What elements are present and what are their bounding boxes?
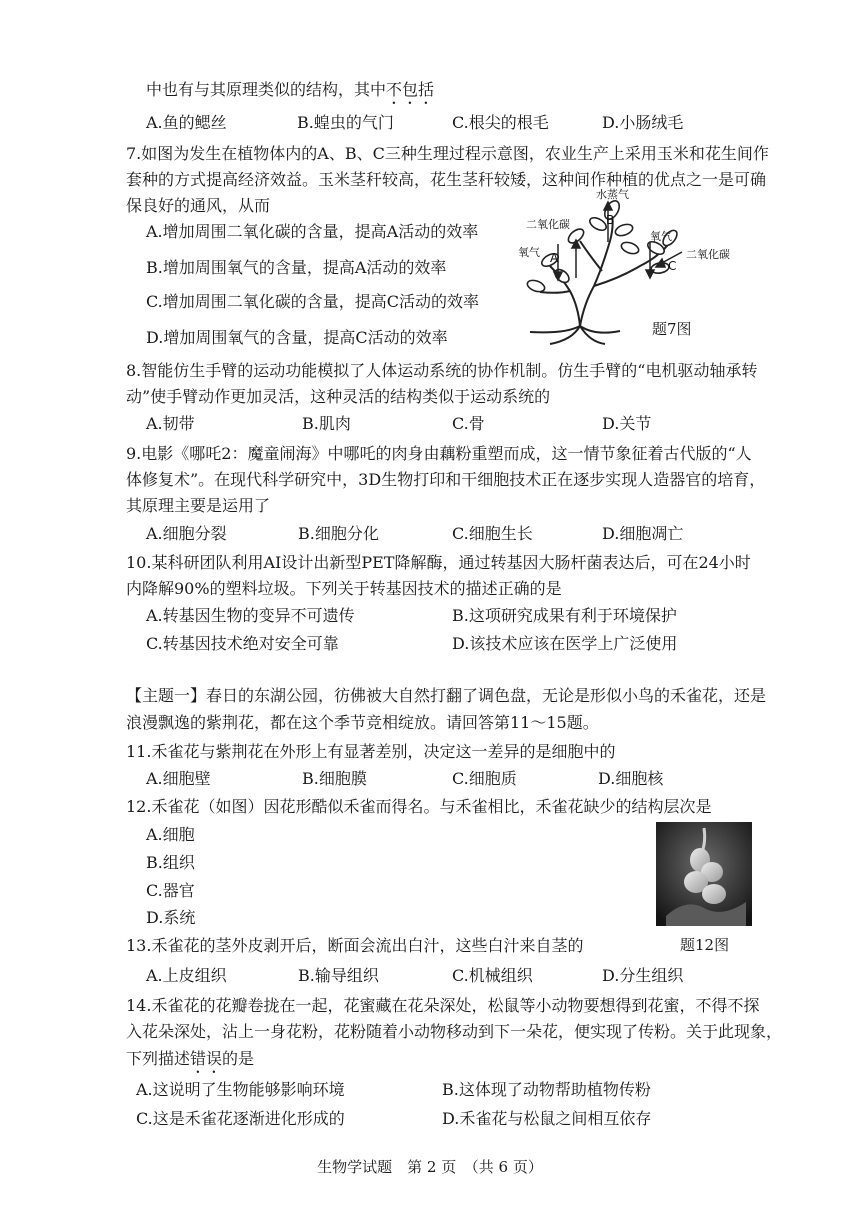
page-footer: 生物学试题 第 2 页 （共 6 页）	[317, 1158, 543, 1176]
q9-option-c[interactable]: C.细胞生长	[452, 524, 533, 543]
q14-stem-line-2: 入花朵深处，沾上一身花粉，花粉随着小动物移动到下一朵花，便实现了传粉。关于此现象，	[126, 1022, 783, 1041]
q9-stem-line-1: 9.电影《哪吒2：魔童闹海》中哪吒的肉身由藕粉重塑而成，这一情节象征着古代版的“人	[126, 444, 752, 463]
q7-label-c: C	[668, 259, 677, 273]
q8-option-c[interactable]: C.骨	[452, 414, 485, 433]
q12-flower-photo	[656, 822, 752, 926]
q13-option-d[interactable]: D.分生组织	[602, 966, 684, 985]
q14-stem-emphasis: 错误	[190, 1049, 223, 1068]
q10-option-d[interactable]: D.该技术应该在医学上广泛使用	[452, 634, 678, 653]
q6-option-d[interactable]: D.小肠绒毛	[602, 113, 684, 132]
q11-option-b[interactable]: B.细胞膜	[302, 769, 367, 788]
q12-option-b[interactable]: B.组织	[146, 853, 195, 872]
q7-label-o2-right: 氧气	[650, 230, 672, 243]
q7-stem-line-2: 套种的方式提高经济效益。玉米茎秆较高，花生茎秆较矮，这种间作种植的优点之一是可确	[126, 170, 767, 189]
q13-stem: 13.禾雀花的茎外皮剥开后，断面会流出白汁，这些白汁来自茎的	[126, 936, 584, 955]
q14-stem-pre: 下列描述	[126, 1049, 191, 1068]
q12-option-a[interactable]: A.细胞	[146, 825, 195, 844]
q7-plant-diagram	[510, 186, 770, 346]
q6-stem-text: 中也有与其原理类似的结构，其中	[146, 80, 387, 99]
q8-stem-line-1: 8.智能仿生手臂的运动功能模拟了人体运动系统的协作机制。仿生手臂的“电机驱动轴承转	[126, 361, 758, 380]
q14-stem-post: 的是	[222, 1049, 255, 1068]
q10-stem-line-2: 内降解90%的塑料垃圾。下列关于转基因技术的描述正确的是	[126, 579, 562, 598]
q11-stem: 11.禾雀花与紫荆花在外形上有显著差别，决定这一差异的是细胞中的	[126, 742, 616, 761]
q11-option-c[interactable]: C.细胞质	[452, 769, 517, 788]
q9-option-a[interactable]: A.细胞分裂	[146, 524, 227, 543]
q10-option-b[interactable]: B.这项研究成果有利于环境保护	[452, 606, 677, 625]
theme1-line-2: 浪漫飘逸的紫荆花，都在这个季节竞相绽放。请回答第11～15题。	[126, 713, 599, 732]
q9-stem-line-3: 其原理主要是运用了	[126, 496, 271, 515]
q7-label-a: A	[550, 251, 559, 265]
q12-figure-caption: 题12图	[680, 936, 730, 954]
q7-option-d[interactable]: D.增加周围氧气的含量，提高C活动的效率	[146, 328, 448, 347]
q7-label-co2-left: 二氧化碳	[526, 218, 570, 231]
q6-option-a[interactable]: A.鱼的鳃丝	[146, 113, 227, 132]
q9-option-b[interactable]: B.细胞分化	[298, 524, 379, 543]
q9-stem-line-2: 体修复术”。在现代科学研究中，3D生物打印和干细胞技术正在逐步实现人造器官的培育，	[126, 470, 766, 489]
q14-option-d[interactable]: D.禾雀花与松鼠之间相互依存	[442, 1109, 652, 1128]
q8-option-d[interactable]: D.关节	[602, 414, 652, 433]
q14-stem-line-1: 14.禾雀花的花瓣卷拢在一起，花蜜藏在花朵深处，松鼠等小动物要想得到花蜜，不得不探	[126, 996, 760, 1015]
q6-stem-tail	[146, 80, 434, 108]
q10-option-c[interactable]: C.转基因技术绝对安全可靠	[146, 634, 339, 653]
q7-label-co2-right: 二氧化碳	[686, 248, 730, 261]
q12-stem: 12.禾雀花（如图）因花形酷似禾雀而得名。与禾雀相比，禾雀花缺少的结构层次是	[126, 797, 712, 816]
q10-stem-line-1: 10.某科研团队利用AI设计出新型PET降解酶，通过转基因大肠杆菌表达后，可在24小时	[126, 553, 751, 572]
q7-stem-line-3: 保良好的通风，从而	[126, 196, 271, 215]
q9-option-d[interactable]: D.细胞凋亡	[602, 524, 684, 543]
q7-figure-caption: 题7图	[652, 320, 692, 338]
q8-stem-line-2: 动”使手臂动作更加灵活，这种灵活的结构类似于运动系统的	[126, 387, 551, 406]
q8-option-b[interactable]: B.肌肉	[302, 414, 351, 433]
q6-stem-emphasis: 不包括	[386, 80, 435, 99]
q7-option-c[interactable]: C.增加周围二氧化碳的含量，提高C活动的效率	[146, 292, 480, 311]
q6-option-c[interactable]: C.根尖的根毛	[452, 113, 549, 132]
q14-option-b[interactable]: B.这体现了动物帮助植物传粉	[442, 1080, 651, 1099]
q11-option-d[interactable]: D.细胞核	[598, 769, 664, 788]
q6-option-b[interactable]: B.蝗虫的气门	[297, 113, 394, 132]
q10-option-a[interactable]: A.转基因生物的变异不可遗传	[146, 606, 355, 625]
theme1-line-1: 【主题一】春日的东湖公园，彷佛被大自然打翻了调色盘，无论是形似小鸟的禾雀花，还是	[126, 686, 767, 705]
q8-option-a[interactable]: A.韧带	[146, 414, 195, 433]
q7-label-b: B	[606, 213, 615, 227]
q12-option-c[interactable]: C.器官	[146, 881, 195, 900]
q12-option-d[interactable]: D.系统	[146, 908, 196, 927]
q7-label-water-vapor: 水蒸气	[596, 188, 629, 201]
q7-stem-line-1: 7.如图为发生在植物体内的A、B、C三种生理过程示意图，农业生产上采用玉米和花生间作	[126, 144, 769, 163]
q14-option-c[interactable]: C.这是禾雀花逐渐进化形成的	[136, 1109, 345, 1128]
q13-option-c[interactable]: C.机械组织	[452, 966, 533, 985]
q7-option-a[interactable]: A.增加周围二氧化碳的含量，提高A活动的效率	[146, 222, 479, 241]
q14-stem-line-3	[126, 1049, 254, 1077]
q14-option-a[interactable]: A.这说明了生物能够影响环境	[136, 1080, 345, 1099]
q13-option-b[interactable]: B.输导组织	[298, 966, 379, 985]
q7-label-o2-left: 氧气	[518, 246, 540, 259]
q13-option-a[interactable]: A.上皮组织	[146, 966, 227, 985]
q11-option-a[interactable]: A.细胞壁	[146, 769, 211, 788]
q7-option-b[interactable]: B.增加周围氧气的含量，提高A活动的效率	[146, 258, 447, 277]
